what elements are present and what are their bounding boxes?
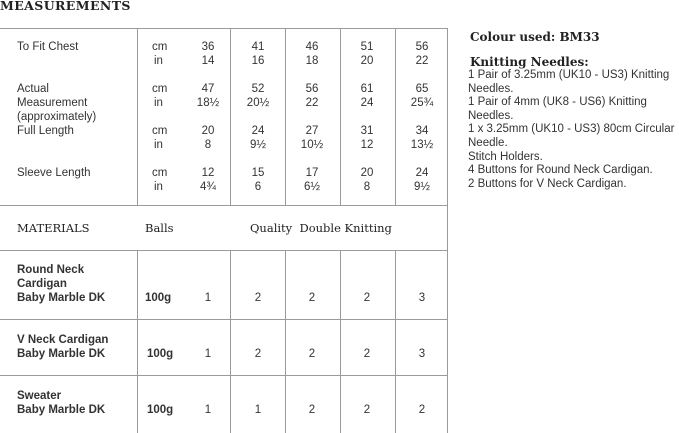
ball-count: 1 <box>204 348 212 360</box>
value-cell: 22 <box>305 97 319 109</box>
value-cell: 25¾ <box>410 97 434 109</box>
needle-line: 1 Pair of 4mm (UK8 - US6) Knitting <box>468 96 647 109</box>
value-cell: 22 <box>415 55 429 67</box>
grid-line <box>0 319 448 320</box>
grid-line <box>395 250 396 433</box>
value-cell: 20 <box>360 55 374 67</box>
value-cell: 20½ <box>246 97 270 109</box>
page-title: MEASUREMENTS <box>0 0 131 13</box>
row-label-sleeve-length: Sleeve Length <box>17 167 91 179</box>
value-cell: 10½ <box>300 139 324 151</box>
unit-in: in <box>154 181 163 193</box>
needle-line: 1 x 3.25mm (UK10 - US3) 80cm Circular <box>468 123 675 136</box>
needles-list <box>468 69 674 191</box>
needle-line: Stitch Holders. <box>468 150 543 163</box>
value-cell: 31 <box>360 125 374 137</box>
value-cell: 13½ <box>410 139 434 151</box>
ball-count: 1 <box>254 404 262 416</box>
material-name: Baby Marble DK <box>17 404 106 416</box>
colour-used: Colour used: BM33 <box>470 30 600 44</box>
material-name: Baby Marble DK <box>17 348 106 360</box>
value-cell: 14 <box>201 55 215 67</box>
unit-in: in <box>154 139 163 151</box>
grid-line <box>230 28 231 205</box>
material-weight: 100g <box>145 292 172 304</box>
ball-count: 2 <box>363 292 371 304</box>
material-name: Sweater <box>17 390 62 402</box>
ball-count: 2 <box>254 292 262 304</box>
ball-count: 2 <box>363 404 371 416</box>
needle-line: 2 Buttons for V Neck Cardigan. <box>468 177 627 190</box>
grid-line <box>340 250 341 433</box>
unit-cm: cm <box>152 125 168 137</box>
value-cell: 17 <box>305 167 319 179</box>
value-cell: 18 <box>305 55 319 67</box>
value-cell: 18½ <box>196 97 220 109</box>
materials-header: MATERIALS <box>17 221 90 235</box>
ball-count: 2 <box>308 292 316 304</box>
material-name: V Neck Cardigan <box>17 334 109 346</box>
ball-count: 1 <box>204 404 212 416</box>
value-cell: 52 <box>251 83 265 95</box>
material-name: Round Neck <box>17 264 85 276</box>
value-cell: 4¾ <box>200 181 216 193</box>
material-weight: 100g <box>147 348 174 360</box>
value-cell: 20 <box>360 167 374 179</box>
value-cell: 41 <box>251 41 265 53</box>
value-cell: 56 <box>305 83 319 95</box>
ball-count: 1 <box>204 292 212 304</box>
grid-line <box>0 250 448 251</box>
row-label-full-length: Full Length <box>17 125 74 137</box>
row-label-to-fit-chest: To Fit Chest <box>17 41 79 53</box>
unit-in: in <box>154 97 163 109</box>
balls-header: Balls <box>145 221 174 235</box>
grid-line <box>447 28 448 433</box>
unit-in: in <box>154 55 163 67</box>
material-name: Baby Marble DK <box>17 292 106 304</box>
value-cell: 36 <box>201 41 215 53</box>
ball-count: 2 <box>254 348 262 360</box>
value-cell: 24 <box>415 167 429 179</box>
material-name: Cardigan <box>17 278 67 290</box>
unit-cm: cm <box>152 83 168 95</box>
grid-line <box>0 375 448 376</box>
grid-line <box>0 28 448 29</box>
needle-line: 4 Buttons for Round Neck Cardigan. <box>468 164 653 177</box>
grid-line <box>340 28 341 205</box>
value-cell: 65 <box>415 83 429 95</box>
value-cell: 27 <box>305 125 319 137</box>
unit-cm: cm <box>152 41 168 53</box>
row-label-actual-measurement: Measurement <box>17 97 88 109</box>
value-cell: 34 <box>415 125 429 137</box>
value-cell: 9½ <box>414 181 430 193</box>
value-cell: 51 <box>360 41 374 53</box>
ball-count: 2 <box>308 404 316 416</box>
quality-header: Quality Double Knitting <box>250 221 392 235</box>
value-cell: 46 <box>305 41 319 53</box>
value-cell: 6 <box>254 181 262 193</box>
unit-cm: cm <box>152 167 168 179</box>
grid-line <box>0 205 448 206</box>
value-cell: 20 <box>201 125 215 137</box>
value-cell: 9½ <box>250 139 266 151</box>
grid-line <box>137 28 138 205</box>
grid-line <box>230 250 231 433</box>
grid-line <box>285 250 286 433</box>
ball-count: 3 <box>418 292 426 304</box>
value-cell: 6½ <box>304 181 320 193</box>
needle-line: Needle. <box>468 136 508 149</box>
row-label-actual-measurement: Actual <box>17 83 49 95</box>
needles-title: Knitting Needles: <box>470 55 589 69</box>
needle-line: 1 Pair of 3.25mm (UK10 - US3) Knitting <box>468 69 670 81</box>
grid-line <box>285 28 286 205</box>
value-cell: 24 <box>360 97 374 109</box>
value-cell: 12 <box>201 167 215 179</box>
value-cell: 56 <box>415 41 429 53</box>
value-cell: 12 <box>360 139 374 151</box>
ball-count: 2 <box>308 348 316 360</box>
value-cell: 24 <box>251 125 265 137</box>
value-cell: 16 <box>251 55 265 67</box>
ball-count: 2 <box>418 404 426 416</box>
ball-count: 3 <box>418 348 426 360</box>
value-cell: 15 <box>251 167 265 179</box>
value-cell: 47 <box>201 83 215 95</box>
value-cell: 8 <box>204 139 212 151</box>
material-weight: 100g <box>147 404 174 416</box>
value-cell: 61 <box>360 83 374 95</box>
row-label-actual-measurement: (approximately) <box>17 111 97 123</box>
needle-line: Needles. <box>468 82 514 95</box>
grid-line <box>395 28 396 205</box>
grid-line <box>137 250 138 433</box>
needle-line: Needles. <box>468 109 514 122</box>
ball-count: 2 <box>363 348 371 360</box>
value-cell: 8 <box>363 181 371 193</box>
